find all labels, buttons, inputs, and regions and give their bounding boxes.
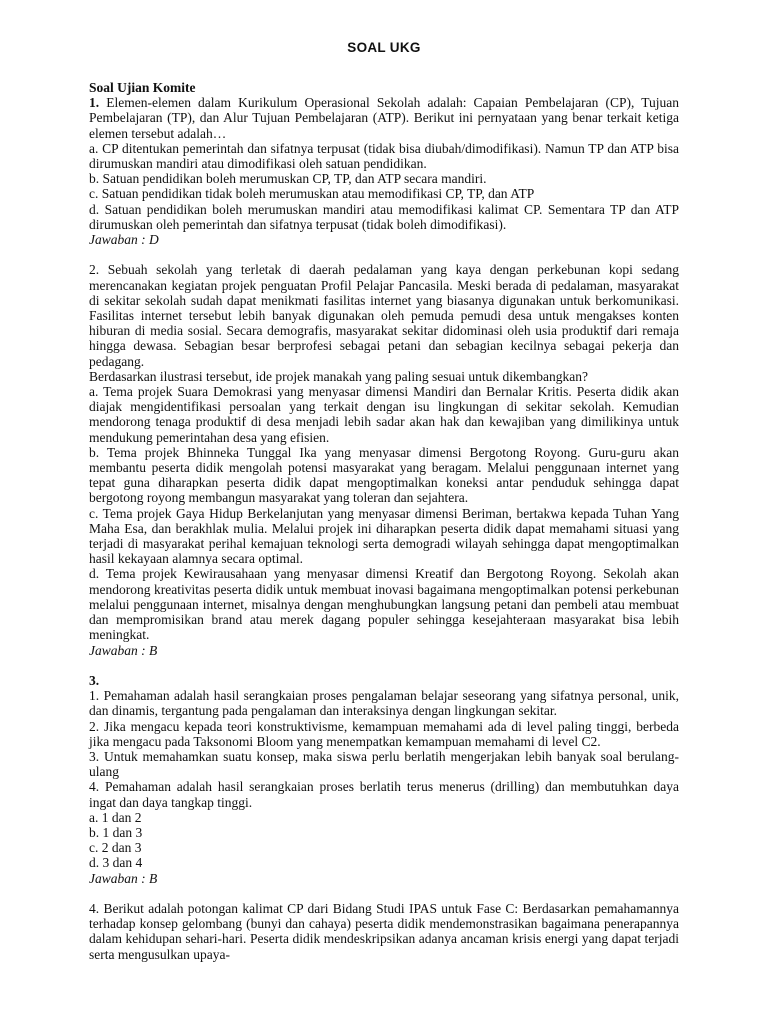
q3-option-c: c. 2 dan 3 [89,840,142,856]
q1-option-b: b. Satuan pendidikan boleh merumuskan CP, TP, dan ATP secara mandiri. [89,171,487,187]
q3-option-b: b. 1 dan 3 [89,824,143,840]
q3-statement-2: 2. Jika mengacu kepada teori konstruktivisme, kemampuan memahami ada di level paling tinggi, berbeda jika mengacu pada Taksonomi Bloom yang menempatkan kemampuan memahami di level C2. [89,718,679,749]
q1-stem [89,95,679,141]
q3-statement-4: 4. Pemahaman adalah hasil serangkaian proses berlatih terus menerus (drilling) dan membutuhkan daya ingat dan daya tangkap tinggi. [89,779,679,810]
q2-answer: Jawaban : B [89,642,158,658]
q3-number: 3. [89,672,100,688]
q1-stem-text: Elemen-elemen dalam Kurikulum Operasional Sekolah adalah: Capaian Pembelajaran (CP), Tujuan Pembelajaran (TP), dan Alur Tujuan Pembelajaran (ATP). Berikut ini pernyataan yang benar terkait ketiga elemen tersebut adalah… [89,95,679,141]
q3-answer: Jawaban : B [89,870,158,886]
q3-option-d: d. 3 dan 4 [89,855,143,871]
q2-option-a: a. Tema projek Suara Demokrasi yang menyasar dimensi Mandiri dan Bernalar Kritis. Peserta didik akan diajak mengidentifikasi persoalan yang terkait dengan isu lingkungan di sekitar sekolah. Kemudian mendorong tenaga produktif di desa menjadi lebih sadar akan hak dan kewajiban yang dimilikinya untuk mendukung pemerintahan desa yang efisien. [89,384,679,445]
q3-statement-1: 1. Pemahaman adalah hasil serangkaian proses pengalaman belajar seseorang yang sifatnya personal, unik, dan dinamis, tergantung pada pengalaman dan interaksinya dengan lingkungan sekitar. [89,688,679,719]
q3-option-a: a. 1 dan 2 [89,809,142,825]
q1-option-d: d. Satuan pendidikan boleh merumuskan mandiri atau memodifikasi kalimat CP. Sementara TP dan ATP dirumuskan oleh pemerintah dan sifatnya terpusat (tidak boleh dimodifikasi). [89,201,679,232]
q2-question: Berdasarkan ilustrasi tersebut, ide projek manakah yang paling sesuai untuk dikembangkan? [89,368,588,384]
q2-option-b: b. Tema projek Bhinneka Tunggal Ika yang menyasar dimensi Bergotong Royong. Guru-guru akan membantu peserta didik mengolah potensi masyarakat yang beragam. Melalui penggunaan internet yang tepat guna diharapkan peserta didik dapat mengoptimalkan koneksi antar penduduk sehingga dapat bergotong royong membangun masyarakat yang toleran dan sejahtera. [89,444,679,506]
q2-option-d: d. Tema projek Kewirausahaan yang menyasar dimensi Kreatif dan Bergotong Royong. Sekolah akan mendorong kreativitas peserta didik untuk membuat inovasi bagaimana mengoptimalkan potensi perkebunan melalui penggunaan internet, misalnya dengan menghubungkan langsung petani dan pembeli atau membuat dan mempromisikan brand atau merek dagang populer sehingga kesejahteraan masyarakat bisa lebih meningkat. [89,566,679,643]
section-heading: Soal Ujian Komite [89,80,196,95]
q1-number: 1. [89,95,100,111]
document-title: SOAL UKG [347,40,421,55]
q1-answer: Jawaban : D [89,232,159,248]
q1-option-c: c. Satuan pendidikan tidak boleh merumuskan atau memodifikasi CP, TP, dan ATP [89,186,535,202]
q4-stem: 4. Berikut adalah potongan kalimat CP dari Bidang Studi IPAS untuk Fase C: Berdasarkan pemahamannya terhadap konsep gelombang (bunyi dan cahaya) peserta didik mendemonstrasikan bagaimana penerapannya dalam kehidupan sehari-hari. Peserta didik mendeskripsikan adanya ancaman krisis energi yang dapat terjadi serta mengusulkan upaya- [89,900,679,962]
q2-option-c: c. Tema projek Gaya Hidup Berkelanjutan yang menyasar dimensi Beriman, bertakwa kepada Tuhan Yang Maha Esa, dan berakhlak mulia. Melalui projek ini diharapkan peserta didik dapat memahami situasi yang terjadi di masyarakat perihal kemajuan teknologi serta demogradi wilayah sehingga dapat mengoptimalkan hasil kekayaan alamnya secara optimal. [89,505,679,567]
q1-option-a: a. CP ditentukan pemerintah dan sifatnya terpusat (tidak bisa diubah/dimodifikasi). Namun TP dan ATP bisa dirumuskan mandiri atau dimodifikasi oleh satuan pendidikan. [89,140,679,172]
q2-stem: 2. Sebuah sekolah yang terletak di daerah pedalaman yang kaya dengan perkebunan kopi sedang merencanakan kegiatan projek penguatan Profil Pelajar Pancasila. Meski berada di pedalaman, masyarakat di sekitar sekolah sudah dapat menikmati fasilitas internet yang biasanya digunakan untuk berkomunikasi. Fasilitas internet tersebut lebih banyak digunakan oleh pemuda pemudi desa untuk mengakses konten hiburan di media sosial. Secara demografis, masyarakat sekitar didominasi oleh usia produktif dari remaja hingga dewasa. Sebagian besar berprofesi sebagai petani dan sebagian kecilnya sebagai pekerja dan pedagang. [89,262,679,369]
q3-statement-3: 3. Untuk memahamkan suatu konsep, maka siswa perlu berlatih mengerjakan lebih banyak soal berulang-ulang [89,748,679,780]
